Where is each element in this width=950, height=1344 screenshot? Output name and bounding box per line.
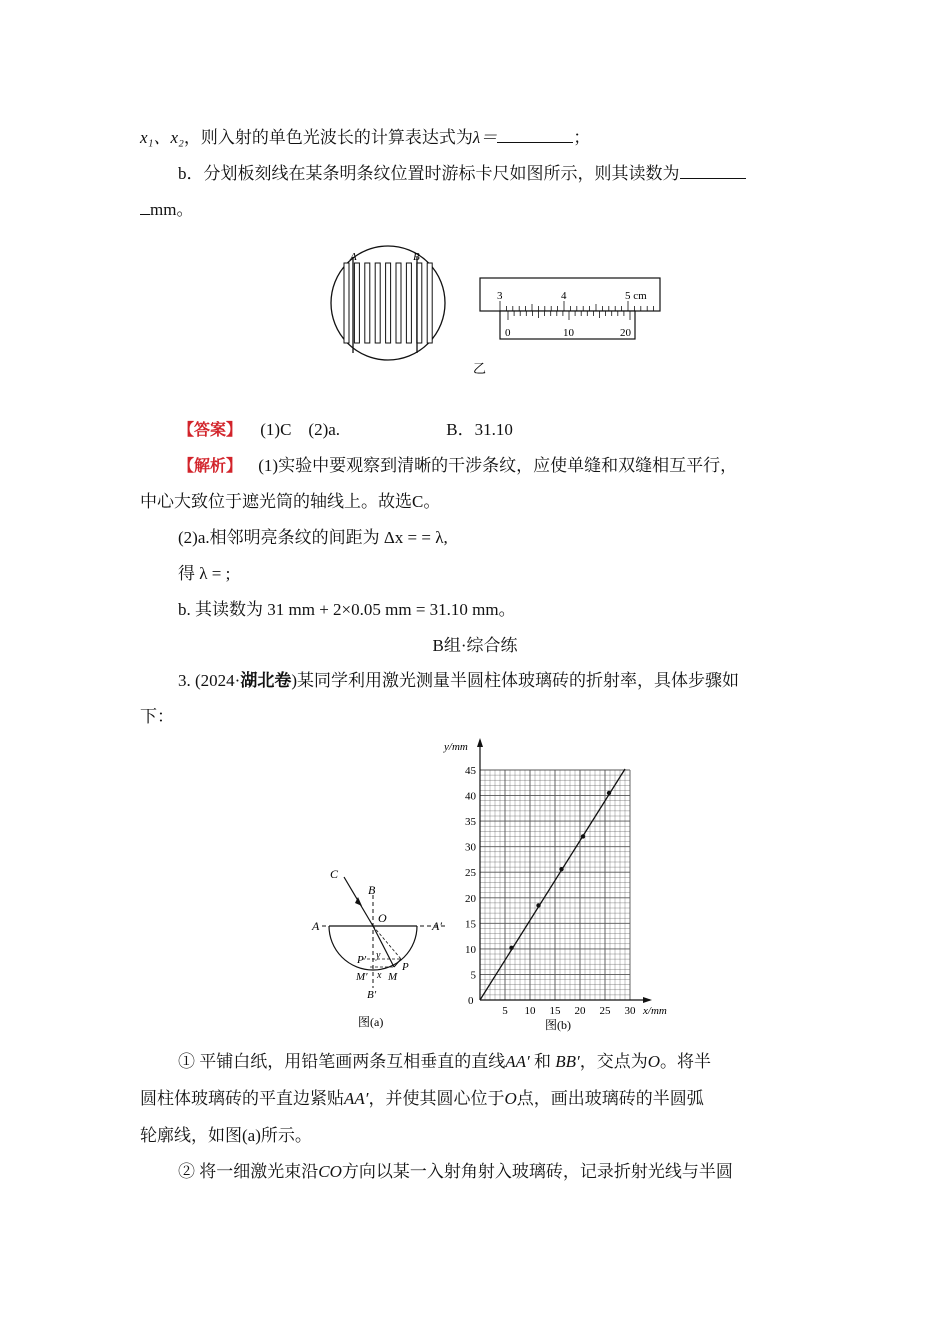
chart-caption: 图(b) [545, 1018, 571, 1032]
text-l1-end: ； [573, 128, 591, 147]
answer-line [178, 418, 513, 442]
fringe-bar [344, 263, 349, 343]
x-tick-label: 20 [574, 1005, 586, 1017]
main-tick-5cm: 5 cm [625, 290, 647, 302]
y-tick-label: 15 [465, 918, 476, 931]
step1a-pre: ① 平铺白纸，用铅笔画两条互相垂直的直线 [178, 1052, 506, 1071]
step1b-pre: 圆柱体玻璃砖的平直边紧贴 [140, 1089, 344, 1108]
label-p: P [402, 961, 409, 973]
analysis-line-4: 得 λ = ; [178, 564, 231, 583]
figure-fringe-caliper [320, 235, 670, 380]
analysis-line-1 [178, 454, 737, 478]
y-tick-label: 40 [465, 790, 476, 803]
label-b-prime: B′ [367, 989, 377, 1001]
vernier-tick-0: 0 [505, 327, 511, 339]
step1a-tail: 。将半 [660, 1052, 712, 1071]
data-point [559, 867, 563, 871]
label-p-prime: P′ [357, 954, 367, 966]
label-m-prime: M′ [356, 971, 368, 983]
vernier-tick-10: 10 [563, 327, 574, 339]
x-tick-label: 15 [549, 1005, 561, 1017]
chart-ylabel: y/mm [444, 741, 468, 753]
answer-blank-1 [497, 127, 573, 143]
step-2-line-1 [178, 1160, 733, 1184]
y-axis-arrow [477, 738, 483, 747]
label-b-top: B [368, 883, 376, 897]
x-tick-label: 10 [524, 1005, 536, 1017]
step1a-post: ，交点为 [579, 1052, 648, 1071]
step1a-o: O [647, 1052, 661, 1071]
data-point [607, 791, 611, 795]
chart-xlabel: x/mm [643, 1005, 667, 1017]
x-tick-label: 25 [599, 1005, 611, 1017]
analysis-line-2: 中心大致位于遮光筒的轴线上。故选C。 [140, 492, 441, 511]
step1b-aa: AA′ [344, 1089, 369, 1108]
fringe-bar [396, 263, 401, 343]
label-o: O [378, 911, 387, 925]
step1a-bb: BB′ [555, 1052, 580, 1071]
step-1-line-3: 轮廓线，如图(a)所示。 [140, 1126, 312, 1145]
step1b-o: O [504, 1089, 517, 1108]
label-a-prime: A′ [432, 919, 442, 933]
fringe-bar [386, 263, 391, 343]
step1b-post: 点，画出玻璃砖的半圆弧 [516, 1089, 704, 1108]
fringe-bar [427, 263, 432, 343]
group-title: B组·综合练 [432, 636, 518, 655]
text-l1: ，则入射的单色光波长的计算表达式为 [183, 128, 473, 147]
step-1-line-2 [140, 1087, 704, 1111]
step1a-aa: AA′ [505, 1052, 530, 1071]
x-tick-label: 5 [502, 1005, 508, 1017]
text-line-1 [140, 126, 590, 150]
y-tick-label: 35 [465, 816, 476, 829]
y-tick-label: 10 [465, 943, 476, 956]
main-tick-4: 4 [561, 290, 567, 302]
analysis-text-1: (1)实验中要观察到清晰的干涉条纹，应使单缝和双缝相互平行， [258, 456, 738, 475]
question-3-line-2: 下： [140, 707, 174, 726]
chart-origin: 0 [468, 995, 474, 1007]
chart-grid [480, 770, 630, 1000]
y-tick-label: 5 [470, 969, 476, 982]
fringe-bar [354, 263, 359, 343]
step2-post: 方向以某一入射角射入玻璃砖，记录折射光线与半圆 [341, 1162, 733, 1181]
q3-prefix: 3. (2024· [178, 671, 241, 690]
label-a-left: A [312, 919, 320, 933]
lambda-equals: λ＝ [472, 128, 498, 147]
vars-x1-x2: x₁、x₂ [140, 128, 184, 147]
text-l2: b．分划板刻线在某条明条纹位置时游标卡尺如图所示，则其读数为 [178, 164, 680, 183]
data-point [581, 834, 585, 838]
label-a: A [350, 251, 357, 263]
y-tick-label: 30 [465, 841, 476, 854]
fit-line [480, 769, 625, 1000]
text-l3: mm。 [150, 200, 194, 219]
analysis-tag: 【解析】 [178, 456, 243, 475]
step1b-mid: ，并使其圆心位于 [368, 1089, 505, 1108]
chart-tick-labels [465, 765, 636, 1017]
fringe-bar [375, 263, 380, 343]
answer-tag: 【答案】 [178, 420, 243, 439]
exit-ray [394, 959, 401, 967]
q3-text: )某同学利用激光测量半圆柱体玻璃砖的折射率，具体步骤如 [291, 671, 739, 690]
answer-b: B．31.10 [446, 420, 513, 439]
answer-text: (1)C (2)a. [260, 420, 341, 439]
y-tick-label: 20 [465, 892, 476, 905]
x-tick-label: 30 [624, 1005, 636, 1017]
label-x: x [377, 970, 382, 981]
fringe-bar [365, 263, 370, 343]
fringe-bar [406, 263, 411, 343]
y-tick-label: 45 [465, 765, 476, 777]
label-b: B [413, 251, 420, 263]
data-point [509, 946, 513, 950]
fringe-bars [344, 257, 432, 353]
q3-source: 湖北卷 [240, 671, 292, 690]
answer-blank-2 [680, 163, 746, 179]
label-m: M [388, 971, 398, 983]
analysis-line-5: b. 其读数为 31 mm + 2×0.05 mm = 31.10 mm。 [178, 600, 516, 619]
vernier-tick-20: 20 [620, 327, 631, 339]
text-line-2 [178, 162, 746, 186]
figure-b-chart [435, 735, 695, 1035]
step1a-and: 和 [529, 1052, 556, 1071]
y-tick-label: 25 [465, 867, 476, 880]
data-point [536, 903, 540, 907]
figure-a-caption: 图(a) [358, 1015, 384, 1029]
step-1-line-1 [178, 1050, 711, 1074]
step2-co: CO [318, 1162, 342, 1181]
answer-blank-3 [140, 199, 150, 215]
label-y: y [376, 950, 381, 961]
figure-caption-yi: 乙 [473, 361, 487, 376]
question-3-line-1 [178, 669, 739, 693]
text-line-3 [140, 198, 193, 222]
analysis-line-3: (2)a.相邻明亮条纹的间距为 Δx = = λ, [178, 528, 448, 547]
label-c: C [330, 867, 339, 881]
main-tick-3: 3 [497, 290, 503, 302]
step2-pre: ② 将一细激光束沿 [178, 1162, 319, 1181]
x-axis-arrow [643, 997, 652, 1003]
